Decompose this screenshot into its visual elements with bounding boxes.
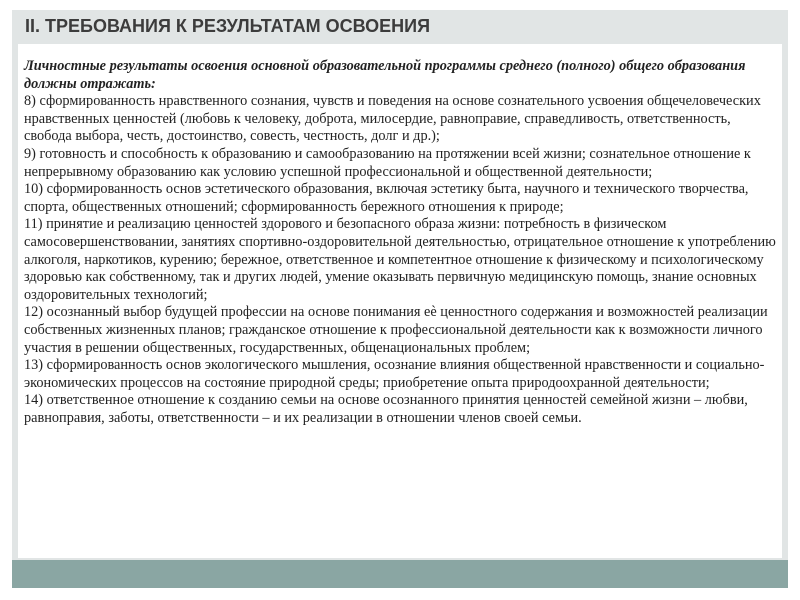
list-item-12: 12) осознанный выбор будущей профессии на основе понимания еѐ ценностного содержания и возможностей реализации собственных жизненных планов; гражданское отношение к профессиональной деятельности как к возможности личного участия в решении общественных, государственных, общенациональных проблем;: [24, 304, 768, 356]
list-item-11: 11) принятие и реализацию ценностей здорового и безопасного образа жизни: потребность в физическом самосовершенствовании, занятиях спортивно-оздоровительной деятельностью, отрицательное отношение к употреблению алкоголя, наркотиков, курению; бережное, ответственное и компетентное отношение к физическому и психологическому здоровью как собственному, так и других людей, умение оказывать первичную медицинскую помощь, знание основных оздоровительных технологий;: [24, 216, 776, 303]
slide-title: II. ТРЕБОВАНИЯ К РЕЗУЛЬТАТАМ ОСВОЕНИЯ: [25, 16, 431, 36]
list-item-9: 9) готовность и способность к образованию и самообразованию на протяжении всей жизни; сознательное отношение к непрерывному образованию как условию успешной профессиональной и общественной деятельности;: [24, 145, 751, 180]
footer-bar: [12, 560, 788, 588]
intro-paragraph: Личностные результаты освоения основной образовательной программы среднего (полного) общего образования должны отражать:: [24, 58, 746, 92]
list-item-13: 13) сформированность основ экологического мышления, осознание влияния общественной нравственности и социально-экономических процессов на состояние природной среды; приобретение опыта природоохранной деятельности;: [24, 357, 765, 391]
body-text: [24, 58, 778, 427]
list-item-10: 10) сформированность основ эстетического образования, включая эстетику быта, научного и технического творчества, спорта, общественных отношений; сформированность бережного отношения к природе;: [24, 181, 749, 215]
list-item-8: 8) сформированность нравственного сознания, чувств и поведения на основе сознательного усвоения общечеловеческих нравственных ценностей (любовь к человеку, доброта, милосердие, равноправие, справедливость, ответственность, свобода выбора, честь, достоинство, совесть, честность, долг и др.);: [24, 93, 761, 145]
list-item-14: 14) ответственное отношение к созданию семьи на основе осознанного принятия ценностей семейной жизни – любви, равноправия, заботы, ответственности – и их реализации в отношении членов своей семьи.: [24, 392, 748, 426]
